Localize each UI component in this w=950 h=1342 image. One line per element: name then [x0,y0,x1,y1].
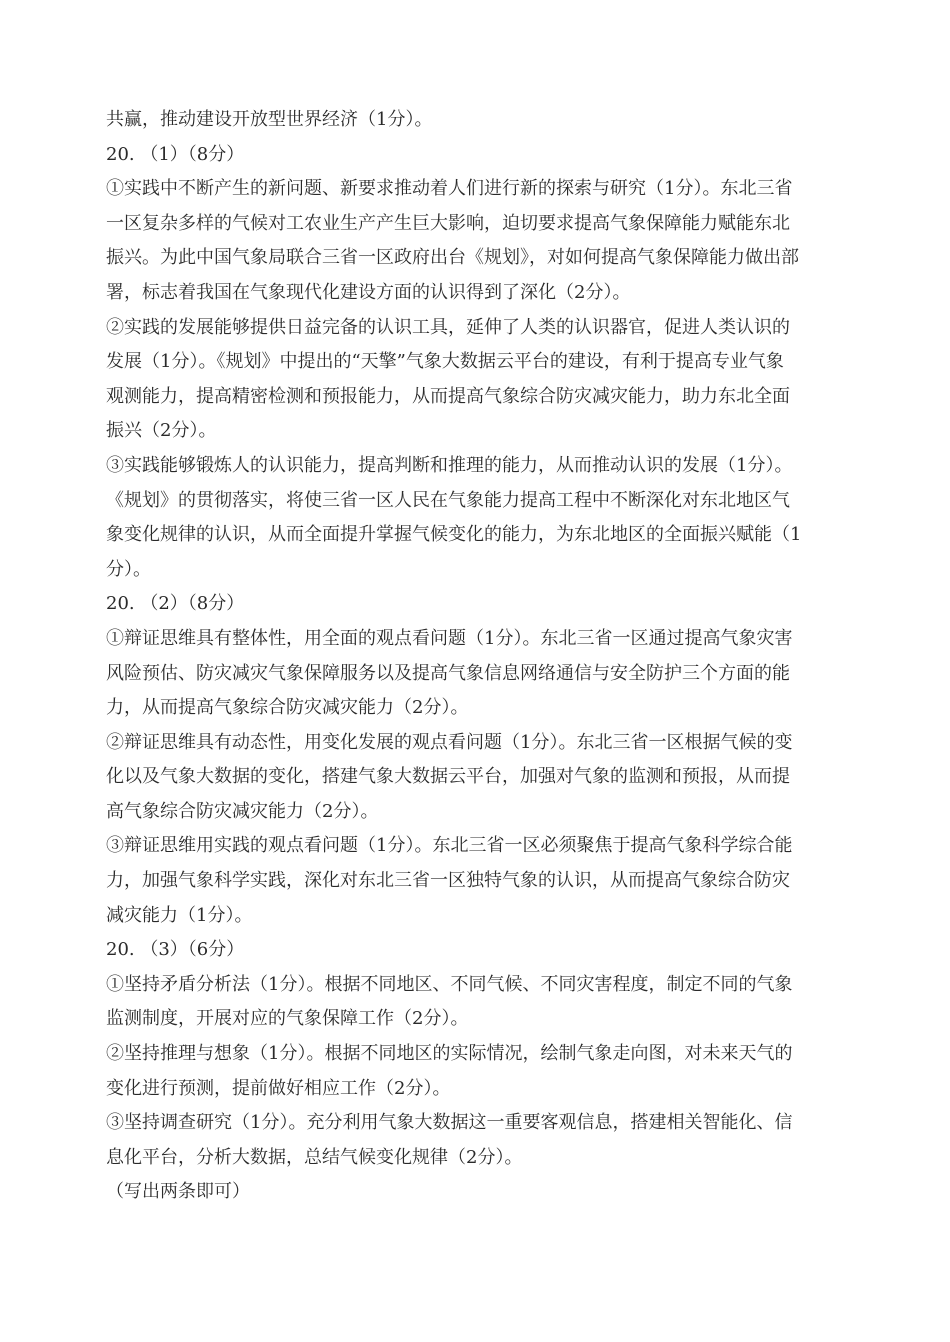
text-line: 发展（1分）。《规划》中提出的“天擎”气象大数据云平台的建设，有利于提高专业气象 [106,351,784,373]
text-line: 《规划》的贯彻落实，将使三省一区人民在气象能力提高工程中不断深化对东北地区气 [106,489,790,511]
text-line: 风险预估、防灾减灾气象保障服务以及提高气象信息网络通信与安全防护三个方面的能 [106,662,790,684]
text-line: ③实践能够锻炼人的认识能力，提高判断和推理的能力，从而推动认识的发展（1分）。 [106,454,793,476]
text-line: ③辩证思维用实践的观点看问题（1分）。东北三省一区必须聚焦于提高气象科学综合能 [106,835,793,857]
text-line: ①坚持矛盾分析法（1分）。根据不同地区、不同气候、不同灾害程度，制定不同的气象 [106,973,793,995]
text-line: 观测能力，提高精密检测和预报能力，从而提高气象综合防灾减灾能力，助力东北全面 [106,385,790,407]
text-line: 监测制度，开展对应的气象保障工作（2分）。 [106,1008,469,1030]
text-line: 高气象综合防灾减灾能力（2分）。 [106,800,379,822]
text-line: 振兴。为此中国气象局联合三省一区政府出台《规划》，对如何提高气象保障能力做出部 [106,247,799,269]
text-line: 振兴（2分）。 [106,420,217,442]
text-line: 息化平台，分析大数据，总结气候变化规律（2分）。 [106,1146,523,1168]
text-line: ②实践的发展能够提供日益完备的认识工具，延伸了人类的认识器官，促进人类认识的 [106,316,790,338]
question-heading-20-3: 20. （3）（6分） [106,939,245,961]
question-heading-20-2: 20. （2）（8分） [106,593,245,615]
text-line: 减灾能力（1分）。 [106,904,253,926]
text-line: 变化进行预测，提前做好相应工作（2分）。 [106,1077,451,1099]
text-line: 化以及气象大数据的变化，搭建气象大数据云平台，加强对气象的监测和预报，从而提 [106,766,790,788]
text-line: ①辩证思维具有整体性，用全面的观点看问题（1分）。东北三省一区通过提高气象灾害 [106,627,793,649]
text-line: 署，标志着我国在气象现代化建设方面的认识得到了深化（2分）。 [106,281,631,303]
text-line: 分）。 [106,558,151,580]
text-line: 一区复杂多样的气候对工农业生产产生巨大影响，迫切要求提高气象保障能力赋能东北 [106,212,790,234]
closing-note: （写出两条即可） [106,1181,250,1203]
text-line: ①实践中不断产生的新问题、新要求推动着人们进行新的探索与研究（1分）。东北三省 [106,178,793,200]
text-line: 共赢，推动建设开放型世界经济（1分）。 [106,109,433,130]
text-line: ③坚持调查研究（1分）。充分利用气象大数据这一重要客观信息，搭建相关智能化、信 [106,1112,793,1134]
text-line: ②辩证思维具有动态性，用变化发展的观点看问题（1分）。东北三省一区根据气候的变 [106,731,793,753]
question-heading-20-1: 20. （1）（8分） [106,143,245,165]
text-line: 力，从而提高气象综合防灾减灾能力（2分）。 [106,697,469,719]
text-line: 力，加强气象科学实践，深化对东北三省一区独特气象的认识，从而提高气象综合防灾 [106,870,790,892]
text-line: 象变化规律的认识，从而全面提升掌握气候变化的能力，为东北地区的全面振兴赋能（1 [106,524,802,546]
text-line: ②坚持推理与想象（1分）。根据不同地区的实际情况，绘制气象走向图，对未来天气的 [106,1043,793,1065]
answer-text-block [106,103,848,1210]
